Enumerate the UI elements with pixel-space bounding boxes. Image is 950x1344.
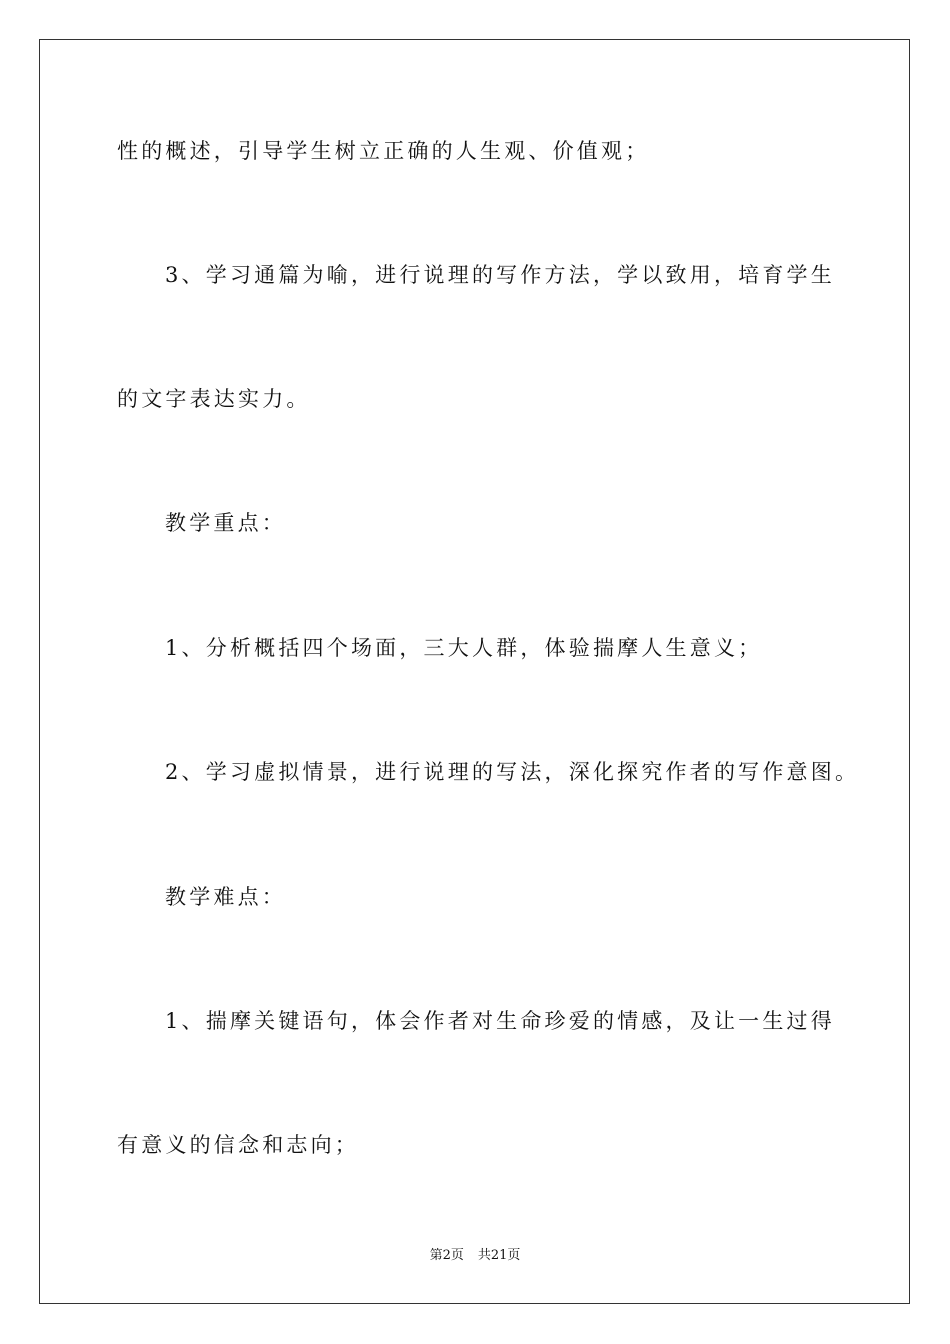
text-line-5: 1、分析概括四个场面，三大人群，体验揣摩人生意义； [165, 636, 763, 660]
total-pages: 共21页 [477, 1248, 521, 1263]
page-number: 第2页 [429, 1248, 464, 1263]
text-line-3: 的文字表达实力。 [117, 387, 311, 411]
text-line-1: 性的概述，引导学生树立正确的人生观、价值观； [117, 139, 650, 163]
text-line-8: 1、揣摩关键语句，体会作者对生命珍爱的情感，及让一生过得 [165, 1009, 835, 1033]
page-footer [0, 1244, 950, 1263]
text-line-9: 有意义的信念和志向； [117, 1133, 359, 1157]
section-heading-difficulties: 教学难点： [165, 885, 286, 909]
section-heading-key-points: 教学重点： [165, 511, 286, 535]
text-line-6: 2、学习虚拟情景，进行说理的写法，深化探究作者的写作意图。 [165, 760, 860, 784]
page-frame [39, 39, 910, 1304]
text-line-2: 3、学习通篇为喻，进行说理的写作方法，学以致用，培育学生 [165, 263, 835, 287]
